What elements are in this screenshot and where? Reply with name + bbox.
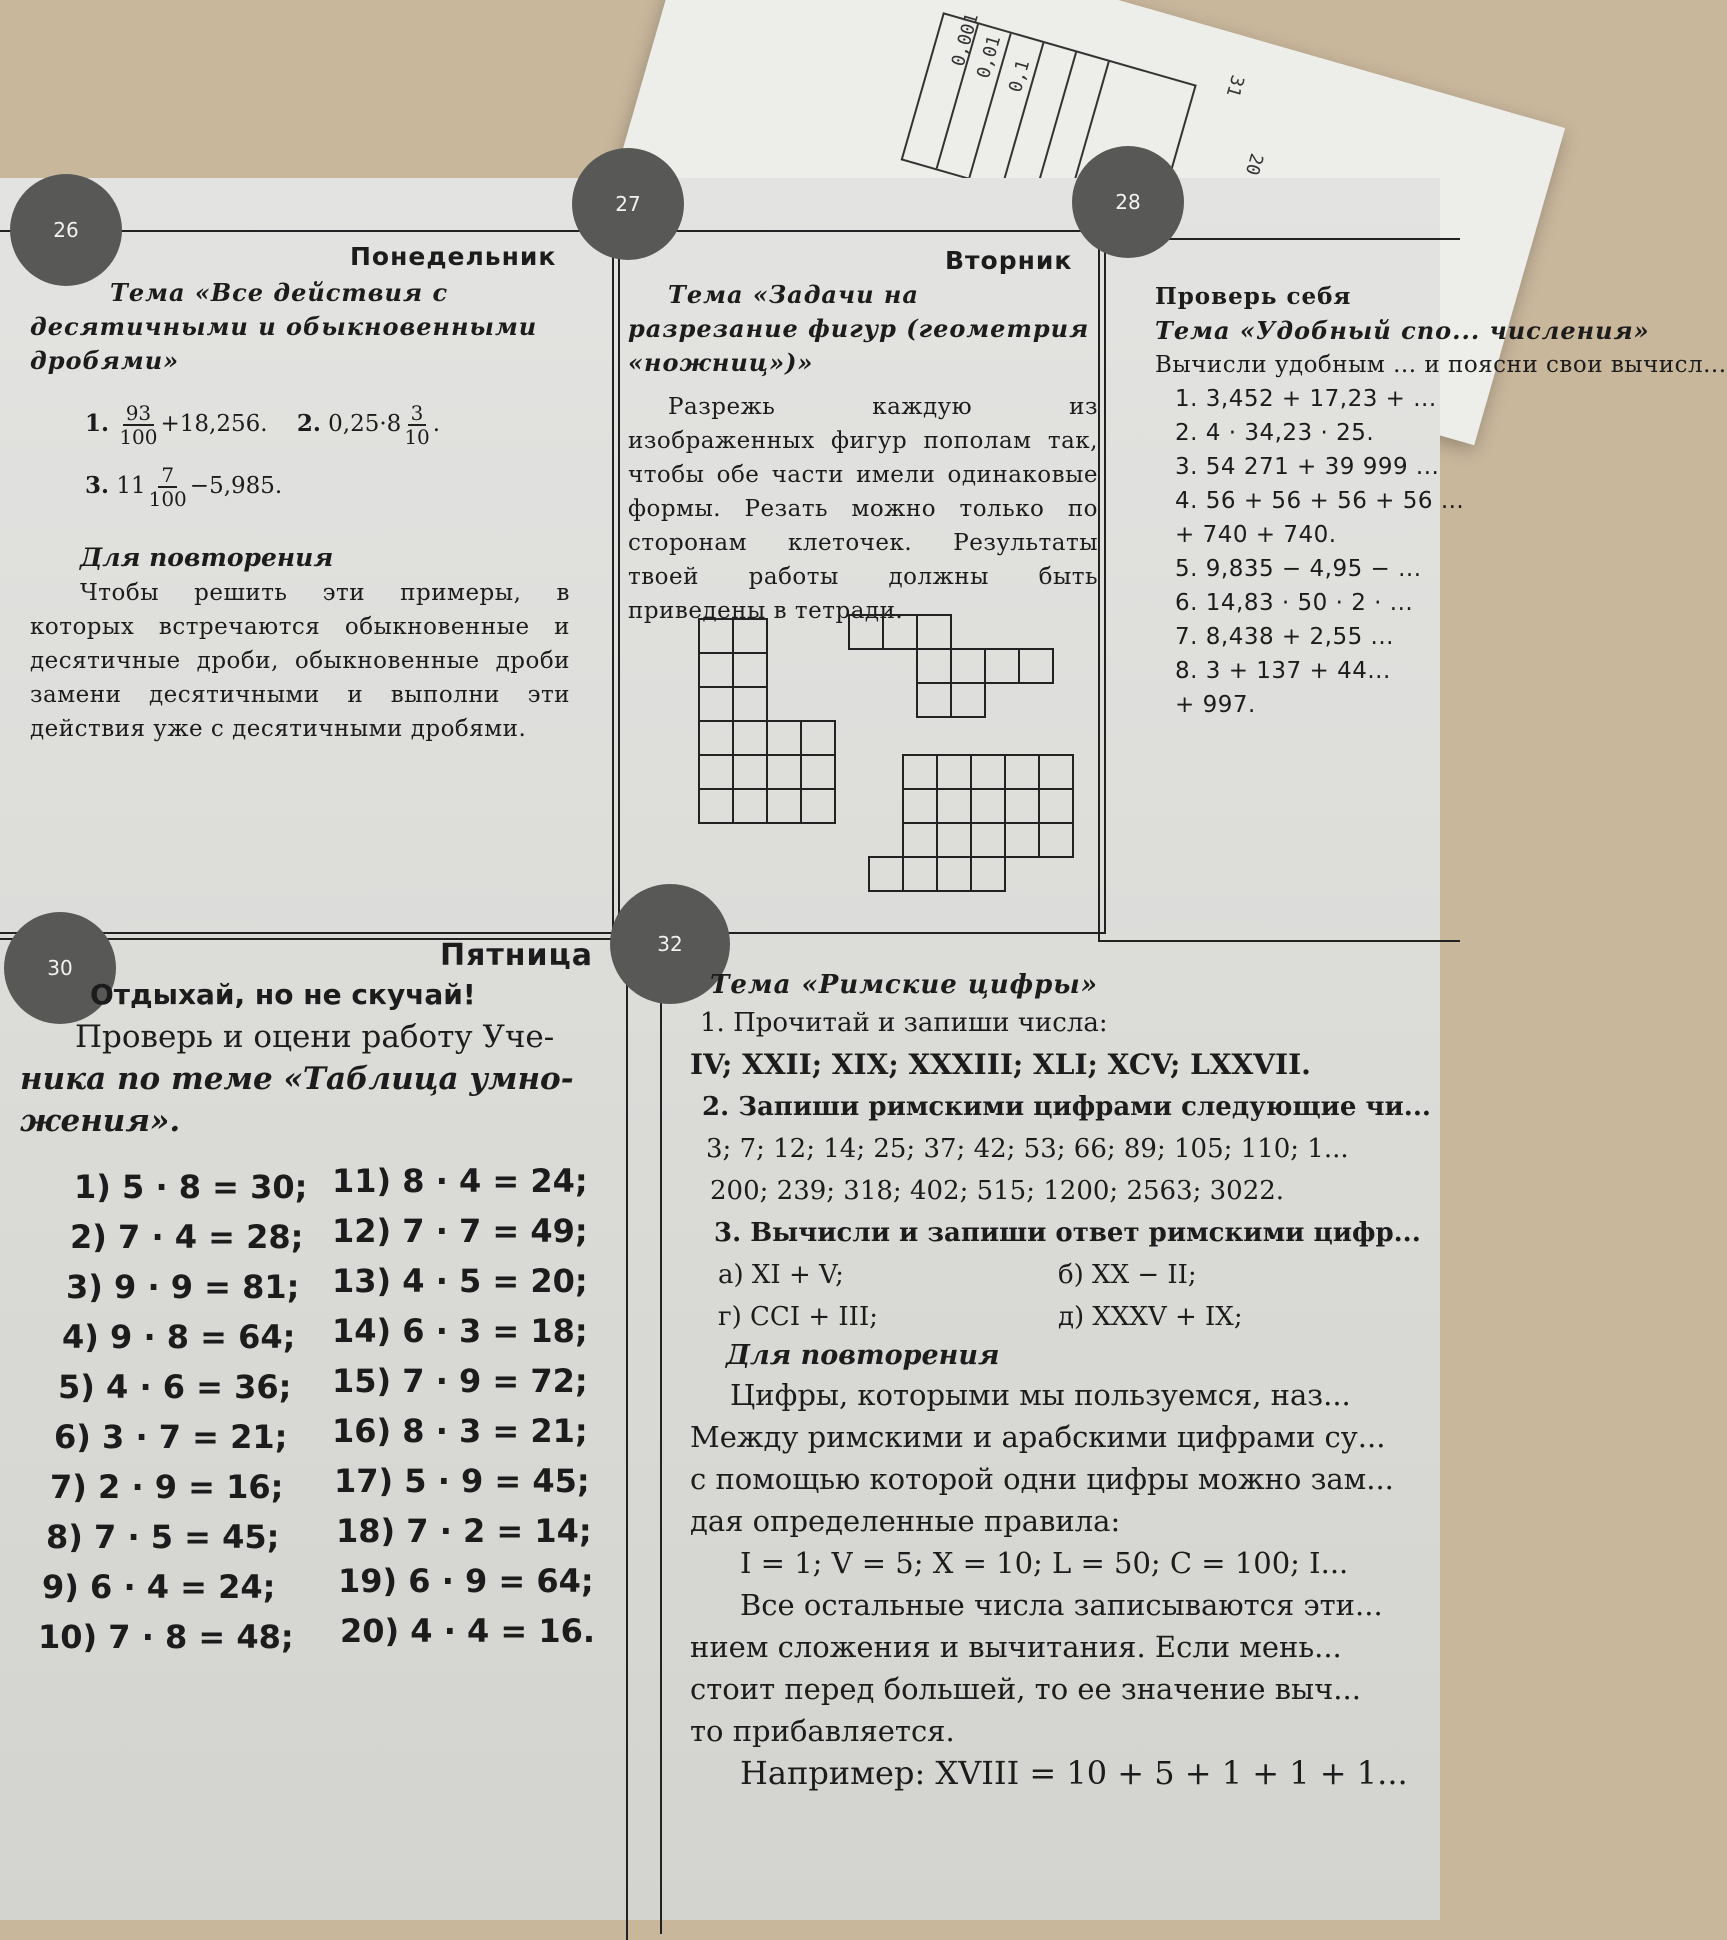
answer-row: 13) 4 · 5 = 20; [332,1262,588,1300]
block-28 [1115,280,1727,722]
list-item: + 740 + 740. [1175,522,1337,548]
answer-row: 9) 6 · 4 = 24; [42,1568,276,1606]
task-3-b: б) XX − II; [1058,1260,1197,1290]
task-3-d: д) XXXV + IX; [1058,1302,1243,1332]
repetition-text: Чтобы решить эти примеры, в которых встречаются обыкновенные и десятичные дроби, обыкновенные дроби замени десятичными и выполни эти действия уже с десятичными дробями. [30,580,570,742]
day-label: Пятница [440,938,593,973]
back-label: 0,001 [947,10,983,69]
answer-row: 19) 6 · 9 = 64; [338,1562,594,1600]
list-item: + 997. [1175,692,1256,718]
number-list: 3; 7; 12; 14; 25; 37; 42; 53; 66; 89; 105; 110; 1... [706,1134,1349,1164]
back-label: 0,1 [1004,57,1035,95]
answer-row: 5) 4 · 6 = 36; [58,1368,292,1406]
task-text: Проверь и оцени работу Уче- [75,1019,555,1055]
task-3-row [718,1254,1450,1296]
block-number-badge: 32 [610,884,730,1004]
day-label: Вторник [945,246,1073,275]
whole-part: 11 [116,473,146,499]
exercise-row [85,402,570,448]
task-3-g: г) CCI + III; [718,1302,878,1332]
denominator: 100 [119,425,158,449]
task-3: 3. Вычисли и запиши ответ римскими цифр... [714,1218,1421,1248]
repetition-heading: Для повторения [80,543,334,572]
text-line: нием сложения и вычитания. Если мень... [690,1630,1342,1664]
answer-row: 11) 8 · 4 = 24; [332,1162,588,1200]
topic-heading: Тема «Задачи на разрезание фигур (геометрия «ножниц»)» [628,280,1090,377]
block-number-badge: 30 [4,912,116,1024]
list-item: 2. 4 · 34,23 · 25. [1175,420,1375,446]
answer-row: 4) 9 · 8 = 64; [62,1318,296,1356]
list-item: 1. 3,452 + 17,23 + ... [1175,386,1437,412]
answer-row: 3) 9 · 9 = 81; [66,1268,300,1306]
answer-row: 20) 4 · 4 = 16. [340,1612,596,1650]
fraction [149,464,187,510]
text-line: дая определенные правила: [690,1504,1121,1538]
text-line: с помощью которой одни цифры можно зам... [690,1462,1394,1496]
list-item: 3. 54 271 + 39 999 ... [1175,454,1440,480]
numerator: 3 [408,402,427,426]
back-label: 31 [1221,72,1248,100]
numerator: 93 [123,402,154,426]
day-label: Понедельник [350,242,557,271]
check-yourself-heading: Проверь себя [1155,283,1352,310]
task-3-a: а) XI + V; [718,1260,844,1290]
answer-row: 12) 7 · 7 = 49; [332,1212,588,1250]
task-intro: Вычисли удобным ... и поясни свои вычисл... [1155,352,1727,378]
back-label: 20 [1240,150,1268,178]
answer-row: 18) 7 · 2 = 14; [336,1512,592,1550]
expression: −5,985. [189,473,283,499]
exercise-row [85,464,570,510]
list-item: 5. 9,835 − 4,95 − ... [1175,556,1422,582]
exercise-number: 1. [85,410,110,437]
list-item: 7. 8,438 + 2,55 ... [1175,624,1394,650]
text-line: Все остальные числа записываются эти... [740,1588,1383,1622]
topic-heading: Тема «Римские цифры» [710,970,1098,1000]
worksheet-page [0,178,1727,1920]
back-label: 0,01 [973,33,1006,81]
item-list [1175,382,1475,722]
block-number-badge: 26 [10,174,122,286]
exercise-number: 2. [296,410,321,437]
exercise-number: 3. [85,472,110,499]
text-line: стоит перед большей, то ее значение выч... [690,1672,1361,1706]
list-item: 4. 56 + 56 + 56 + 56 ... [1175,488,1465,514]
task-text: жения». [20,1103,181,1139]
expression: +18,256. [160,411,268,437]
text-line: то прибавляется. [690,1714,955,1748]
block-30 [20,974,620,1142]
answer-row: 17) 5 · 9 = 45; [334,1462,590,1500]
task-2: 2. Запиши римскими цифрами следующие чи... [702,1092,1431,1122]
answer-row: 10) 7 · 8 = 48; [38,1618,294,1656]
block-number-badge: 27 [572,148,684,260]
topic-heading: Тема «Все действия с десятичными и обыкновенными дробями» [30,278,538,375]
text-line: Например: XVIII = 10 + 5 + 1 + 1 + 1... [740,1754,1408,1792]
fraction [404,402,429,448]
task-text: ника по теме «Таблица умно- [20,1061,574,1097]
expression: . [432,411,441,437]
denominator: 10 [404,425,430,449]
answer-row: 8) 7 · 5 = 45; [46,1518,280,1556]
answer-row: 7) 2 · 9 = 16; [50,1468,284,1506]
expression: 0,25·8 [328,411,402,437]
subtitle: Отдыхай, но не скучай! [90,978,476,1011]
numerator: 7 [158,464,177,488]
denominator: 100 [148,487,187,511]
list-item: 6. 14,83 · 50 · 2 · ... [1175,590,1414,616]
block-number-badge: 28 [1072,146,1184,258]
repetition-heading: Для повторения [726,1340,1000,1371]
fraction [119,402,157,448]
topic-heading: Тема «Удобный спо... числения» [1155,316,1650,345]
block-26 [30,276,570,746]
text-line: Между римскими и арабскими цифрами су... [690,1420,1386,1454]
repetition-text [690,1374,1450,1794]
answer-row: 15) 7 · 9 = 72; [332,1362,588,1400]
roman-list: IV; XXII; XIX; XXXIII; XLI; XCV; LXXVII. [690,1048,1311,1081]
task-3-row [718,1296,1450,1338]
block-27 [628,278,1098,628]
answer-row: 14) 6 · 3 = 18; [332,1312,588,1350]
list-item: 8. 3 + 137 + 44... [1175,658,1391,684]
answer-row: 6) 3 · 7 = 21; [54,1418,288,1456]
answer-row: 1) 5 · 8 = 30; [74,1168,308,1206]
task-text: Разрежь каждую из изображенных фигур пополам так, чтобы обе части имели одинаковые формы. Резать можно только по сторонам клеточек. Результаты твоей работы должны быть приведены в тетради. [628,394,1098,624]
text-line: Цифры, которыми мы пользуемся, наз... [730,1378,1351,1412]
block-32 [690,968,1450,1794]
number-list: 200; 239; 318; 402; 515; 1200; 2563; 3022. [710,1176,1285,1206]
task-1: 1. Прочитай и запиши числа: [700,1008,1108,1038]
answer-row: 16) 8 · 3 = 21; [332,1412,588,1450]
text-line: I = 1; V = 5; X = 10; L = 50; C = 100; I... [740,1546,1349,1580]
answer-row: 2) 7 · 4 = 28; [70,1218,304,1256]
